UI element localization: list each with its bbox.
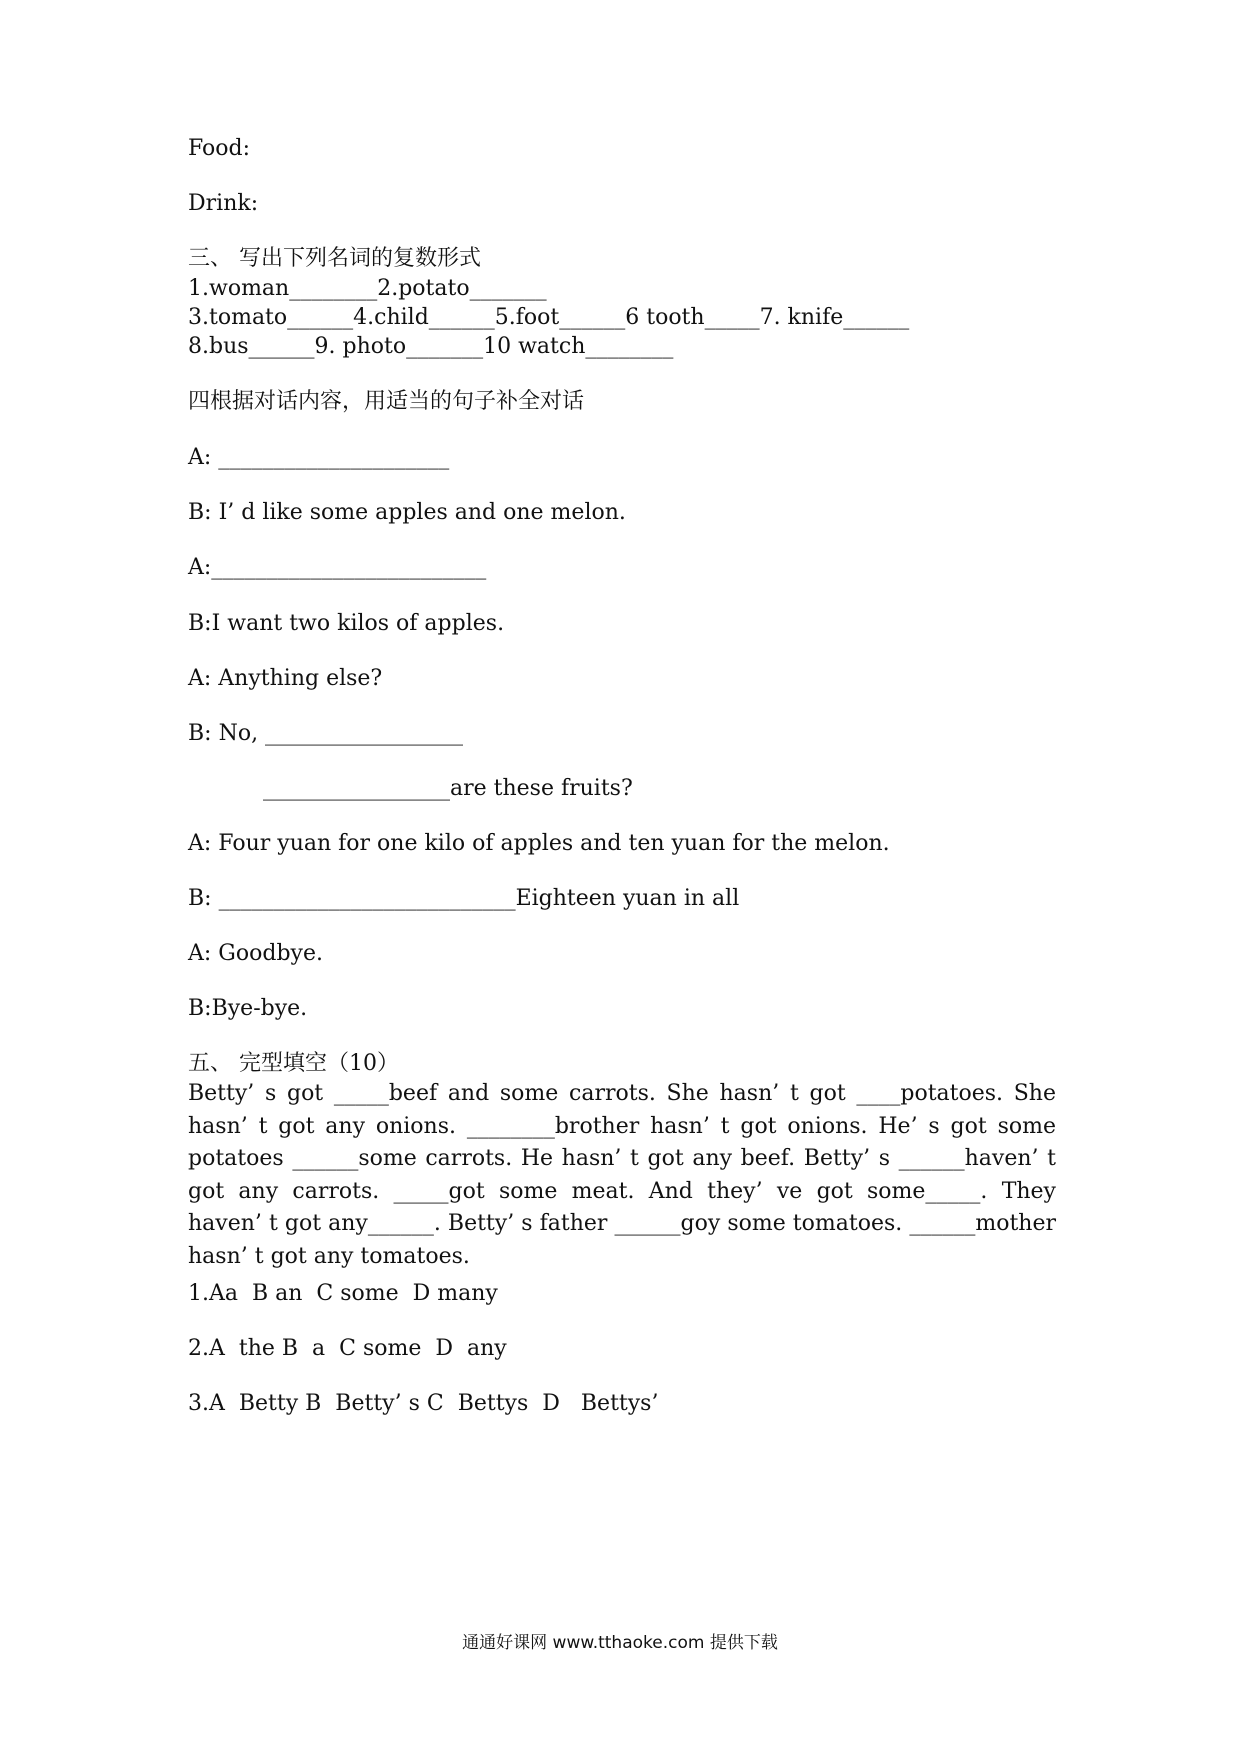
- plural-exercise-row: 1.woman________2.potato_______: [188, 276, 547, 301]
- dialogue-line: A: _____________________: [188, 445, 450, 470]
- cloze-option-row: 1.Aa B an C some D many: [188, 1281, 498, 1306]
- plural-exercise-row: 8.bus______9. photo_______10 watch________: [188, 334, 674, 359]
- dialogue-line: A: Goodbye.: [188, 941, 323, 966]
- section-4-title: 四根据对话内容，用适当的句子补全对话: [188, 389, 585, 414]
- dialogue-line: B: ___________________________Eighteen yuan in all: [188, 886, 740, 911]
- section-3-title: 三、 写出下列名词的复数形式: [188, 246, 481, 271]
- dialogue-line: B:Bye-bye.: [188, 996, 308, 1021]
- cloze-option-row: 3.A Betty B Betty’ s C Bettys D Bettys’: [188, 1391, 659, 1416]
- dialogue-line: B:I want two kilos of apples.: [188, 611, 505, 636]
- dialogue-line: A: Four yuan for one kilo of apples and ten yuan for the melon.: [188, 831, 890, 856]
- cloze-passage: Betty’ s got _____beef and some carrots. She hasn’ t got ____potatoes. She hasn’ t got any onions. ________brother hasn’ t got onions. He’ s got some potatoes ______some carrots. He hasn’ t got any beef. Betty’ s ______haven’ t got any carrots. _____got some meat. And they’ ve got some_____. They haven’ t got any______. Betty’ s father ______goy some tomatoes. ______mother hasn’ t got any tomatoes.: [188, 1081, 1063, 1269]
- section-5-title: 五、 完型填空（10）: [188, 1051, 399, 1076]
- drink-category-label: Drink:: [188, 191, 259, 216]
- page-footer: 通通好课网 www.tthaoke.com 提供下载: [462, 1633, 778, 1653]
- dialogue-line: _________________are these fruits?: [263, 776, 633, 801]
- dialogue-line: B: I’ d like some apples and one melon.: [188, 500, 626, 525]
- dialogue-line: B: No, __________________: [188, 721, 464, 746]
- dialogue-line: A:_________________________: [188, 555, 487, 580]
- food-category-label: Food:: [188, 136, 251, 161]
- plural-exercise-row: 3.tomato______4.child______5.foot______6 tooth_____7. knife______: [188, 305, 910, 330]
- dialogue-line: A: Anything else?: [188, 666, 383, 691]
- cloze-option-row: 2.A the B a C some D any: [188, 1336, 507, 1361]
